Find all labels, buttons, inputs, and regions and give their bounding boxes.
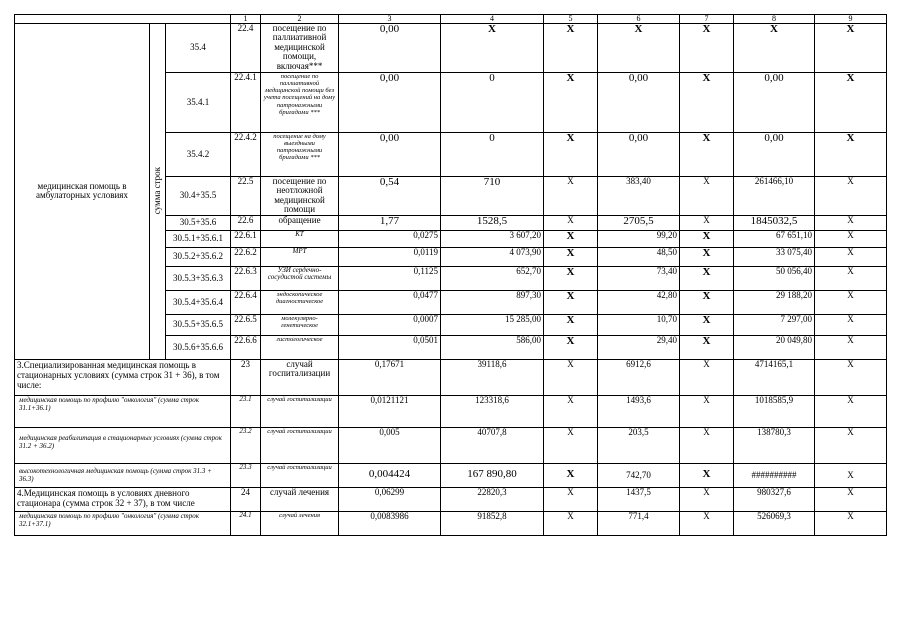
row-c4: 40707,8 <box>441 427 544 463</box>
row-code: 30.5.3+35.6.3 <box>166 266 231 290</box>
row-c8: 29 188,20 <box>734 290 815 314</box>
row-c3: 0,0007 <box>339 314 441 335</box>
row-c8: 1845032,5 <box>734 215 815 230</box>
row-c7: X <box>680 314 734 335</box>
header-num: 2 <box>261 15 339 24</box>
row-c7: X <box>680 230 734 247</box>
row-c4: 39118,6 <box>441 359 544 395</box>
row-c5: X <box>544 335 598 359</box>
row-code: 30.5.6+35.6.6 <box>166 335 231 359</box>
row-c9: X <box>815 215 887 230</box>
row-c4: 91852,8 <box>441 511 544 535</box>
header-num: 9 <box>815 15 887 24</box>
row-c9: X <box>815 24 887 73</box>
row-name: посещение на дому выездными патронажными бригадами *** <box>261 133 339 177</box>
row-name: случай госпитализации <box>261 427 339 463</box>
row-c6: 99,20 <box>598 230 680 247</box>
section-label: медицинская помощь по профилю "онкология" (сумма строк 31.1+36.1) <box>15 395 231 427</box>
row-c3: 1,77 <box>339 215 441 230</box>
row-c9: X <box>815 395 887 427</box>
row-c6: 742,70 <box>598 463 680 487</box>
row-c8: 0,00 <box>734 73 815 133</box>
table-row <box>15 511 887 535</box>
row-c8: 7 297,00 <box>734 314 815 335</box>
row-c3: 0,1125 <box>339 266 441 290</box>
row-c9: X <box>815 463 887 487</box>
row-line: 22.4.1 <box>231 73 261 133</box>
row-c6: 203,5 <box>598 427 680 463</box>
header-empty <box>15 15 231 24</box>
row-name: посещение по паллиативной медицинской помощи, включая*** <box>261 24 339 73</box>
row-c8: 4714165,1 <box>734 359 815 395</box>
row-c5: X <box>544 177 598 216</box>
row-name: посещение по паллиативной медицинской помощи без учета посещений на дому патронажными бригадами *** <box>261 73 339 133</box>
row-c5: X <box>544 247 598 266</box>
row-name: случай госпитализации <box>261 395 339 427</box>
row-c5: X <box>544 290 598 314</box>
row-c8: 0,00 <box>734 133 815 177</box>
row-c6: 10,70 <box>598 314 680 335</box>
row-c4: 22820,3 <box>441 487 544 511</box>
row-c7: X <box>680 215 734 230</box>
row-c5: X <box>544 314 598 335</box>
row-c3: 0,0121121 <box>339 395 441 427</box>
row-name: посещение по неотложной медицинской помощи <box>261 177 339 216</box>
row-c5: X <box>544 463 598 487</box>
table-row <box>15 487 887 511</box>
row-c3: 0,0275 <box>339 230 441 247</box>
section-label: высокотехнологичная медицинская помощь (сумма строк 31.3 + 36.3) <box>15 463 231 487</box>
row-c3: 0,0119 <box>339 247 441 266</box>
header-num: 3 <box>339 15 441 24</box>
row-c8: 526069,3 <box>734 511 815 535</box>
row-c4: 586,00 <box>441 335 544 359</box>
row-code: 35.4.1 <box>166 73 231 133</box>
header-num: 1 <box>231 15 261 24</box>
row-name: случай госпитализации <box>261 463 339 487</box>
row-name: УЗИ сердечно-сосудистой системы <box>261 266 339 290</box>
row-line: 22.5 <box>231 177 261 216</box>
row-c4: 0 <box>441 133 544 177</box>
row-line: 22.4.2 <box>231 133 261 177</box>
row-name: КТ <box>261 230 339 247</box>
row-c5: X <box>544 395 598 427</box>
row-line: 22.6.2 <box>231 247 261 266</box>
row-c4: 167 890,80 <box>441 463 544 487</box>
row-c6: 29,40 <box>598 335 680 359</box>
row-c4: 652,70 <box>441 266 544 290</box>
row-c7: X <box>680 290 734 314</box>
row-name: эндоскопическое диагностическое <box>261 290 339 314</box>
row-c9: X <box>815 177 887 216</box>
row-c6: 0,00 <box>598 133 680 177</box>
row-c7: X <box>680 335 734 359</box>
row-c9: X <box>815 359 887 395</box>
row-c4: 4 073,90 <box>441 247 544 266</box>
row-c9: X <box>815 427 887 463</box>
row-c5: X <box>544 266 598 290</box>
row-c8: 1018585,9 <box>734 395 815 427</box>
row-c4: 0 <box>441 73 544 133</box>
row-c7: X <box>680 511 734 535</box>
row-c5: X <box>544 133 598 177</box>
row-c4: X <box>441 24 544 73</box>
row-c4: 3 607,20 <box>441 230 544 247</box>
section-label: медицинская реабилитация в стационарных условиях (сумма строк 31.2 + 36.2) <box>15 427 231 463</box>
row-c3: 0,06299 <box>339 487 441 511</box>
row-c9: X <box>815 230 887 247</box>
row-c9: X <box>815 133 887 177</box>
row-c6: 42,80 <box>598 290 680 314</box>
row-c8: 50 056,40 <box>734 266 815 290</box>
row-c9: X <box>815 487 887 511</box>
row-c5: X <box>544 73 598 133</box>
row-c7: X <box>680 463 734 487</box>
row-c5: X <box>544 24 598 73</box>
row-c3: 0,00 <box>339 73 441 133</box>
row-c6: 383,40 <box>598 177 680 216</box>
row-line: 24 <box>231 487 261 511</box>
sum-rows-vertical-label: сумма строк <box>150 24 166 360</box>
row-c8: 20 049,80 <box>734 335 815 359</box>
row-c7: X <box>680 73 734 133</box>
row-code: 35.4 <box>166 24 231 73</box>
row-line: 22.6.5 <box>231 314 261 335</box>
row-c7: X <box>680 266 734 290</box>
row-c6: 48,50 <box>598 247 680 266</box>
row-c7: X <box>680 24 734 73</box>
row-c6: 771,4 <box>598 511 680 535</box>
row-line: 24.1 <box>231 511 261 535</box>
section-label: медицинская помощь по профилю "онкология" (сумма строк 32.1+37.1) <box>15 511 231 535</box>
row-c6: X <box>598 24 680 73</box>
ambulatory-label: медицинская помощь в амбулаторных условиях <box>15 24 150 360</box>
row-c3: 0,00 <box>339 133 441 177</box>
row-name: случай госпитализации <box>261 359 339 395</box>
row-line: 23.3 <box>231 463 261 487</box>
row-c5: X <box>544 215 598 230</box>
row-c8: 67 651,10 <box>734 230 815 247</box>
row-line: 22.4 <box>231 24 261 73</box>
row-c8: X <box>734 24 815 73</box>
row-c4: 123318,6 <box>441 395 544 427</box>
row-name: случай лечения <box>261 511 339 535</box>
row-c9: X <box>815 335 887 359</box>
row-line: 23.1 <box>231 395 261 427</box>
column-numbers-row <box>15 15 887 24</box>
row-c5: X <box>544 230 598 247</box>
row-name: обращение <box>261 215 339 230</box>
table-row <box>15 359 887 395</box>
row-c9: X <box>815 266 887 290</box>
row-c3: 0,00 <box>339 24 441 73</box>
row-c3: 0,004424 <box>339 463 441 487</box>
header-num: 7 <box>680 15 734 24</box>
row-c4: 897,30 <box>441 290 544 314</box>
row-c4: 15 285,00 <box>441 314 544 335</box>
row-c9: X <box>815 290 887 314</box>
row-name: случай лечения <box>261 487 339 511</box>
header-num: 4 <box>441 15 544 24</box>
row-c4: 710 <box>441 177 544 216</box>
row-c5: X <box>544 487 598 511</box>
row-c6: 6912,6 <box>598 359 680 395</box>
row-code: 30.4+35.5 <box>166 177 231 216</box>
header-num: 8 <box>734 15 815 24</box>
row-c6: 0,00 <box>598 73 680 133</box>
section-label: 4.Медицинская помощь в условиях дневного стационара (сумма строк 32 + 37), в том числе <box>15 487 231 511</box>
table-row <box>15 24 887 73</box>
row-line: 22.6.6 <box>231 335 261 359</box>
header-num: 6 <box>598 15 680 24</box>
row-c8: ########## <box>734 463 815 487</box>
row-line: 23 <box>231 359 261 395</box>
row-c9: X <box>815 73 887 133</box>
table-row <box>15 395 887 427</box>
row-name: молекулярно-генетическое <box>261 314 339 335</box>
row-line: 22.6.3 <box>231 266 261 290</box>
row-c8: 980327,6 <box>734 487 815 511</box>
row-name: МРТ <box>261 247 339 266</box>
row-c7: X <box>680 359 734 395</box>
row-c7: X <box>680 395 734 427</box>
row-c9: X <box>815 511 887 535</box>
row-code: 30.5.2+35.6.2 <box>166 247 231 266</box>
row-c6: 73,40 <box>598 266 680 290</box>
row-c8: 261466,10 <box>734 177 815 216</box>
row-c4: 1528,5 <box>441 215 544 230</box>
row-c7: X <box>680 247 734 266</box>
financing-table <box>14 14 887 536</box>
row-c3: 0,54 <box>339 177 441 216</box>
row-c6: 1493,6 <box>598 395 680 427</box>
row-line: 22.6.1 <box>231 230 261 247</box>
row-c7: X <box>680 487 734 511</box>
row-c7: X <box>680 177 734 216</box>
row-c7: X <box>680 427 734 463</box>
row-code: 30.5.4+35.6.4 <box>166 290 231 314</box>
row-c3: 0,0083986 <box>339 511 441 535</box>
table-row <box>15 463 887 487</box>
row-c3: 0,005 <box>339 427 441 463</box>
row-code: 35.4.2 <box>166 133 231 177</box>
header-num: 5 <box>544 15 598 24</box>
row-c9: X <box>815 314 887 335</box>
row-c5: X <box>544 511 598 535</box>
row-code: 30.5.1+35.6.1 <box>166 230 231 247</box>
row-c3: 0,17671 <box>339 359 441 395</box>
row-c9: X <box>815 247 887 266</box>
row-c3: 0,0477 <box>339 290 441 314</box>
section-label: 3.Специализированная медицинская помощь в стационарных условиях (сумма строк 31 + 36), в том числе: <box>15 359 231 395</box>
row-code: 30.5+35.6 <box>166 215 231 230</box>
table-row <box>15 427 887 463</box>
row-c7: X <box>680 133 734 177</box>
row-c5: X <box>544 359 598 395</box>
row-c5: X <box>544 427 598 463</box>
row-c3: 0,0501 <box>339 335 441 359</box>
row-line: 22.6 <box>231 215 261 230</box>
row-line: 22.6.4 <box>231 290 261 314</box>
row-c6: 2705,5 <box>598 215 680 230</box>
row-c8: 33 075,40 <box>734 247 815 266</box>
row-code: 30.5.5+35.6.5 <box>166 314 231 335</box>
row-c6: 1437,5 <box>598 487 680 511</box>
row-c8: 138780,3 <box>734 427 815 463</box>
row-line: 23.2 <box>231 427 261 463</box>
row-name: гистологическое <box>261 335 339 359</box>
